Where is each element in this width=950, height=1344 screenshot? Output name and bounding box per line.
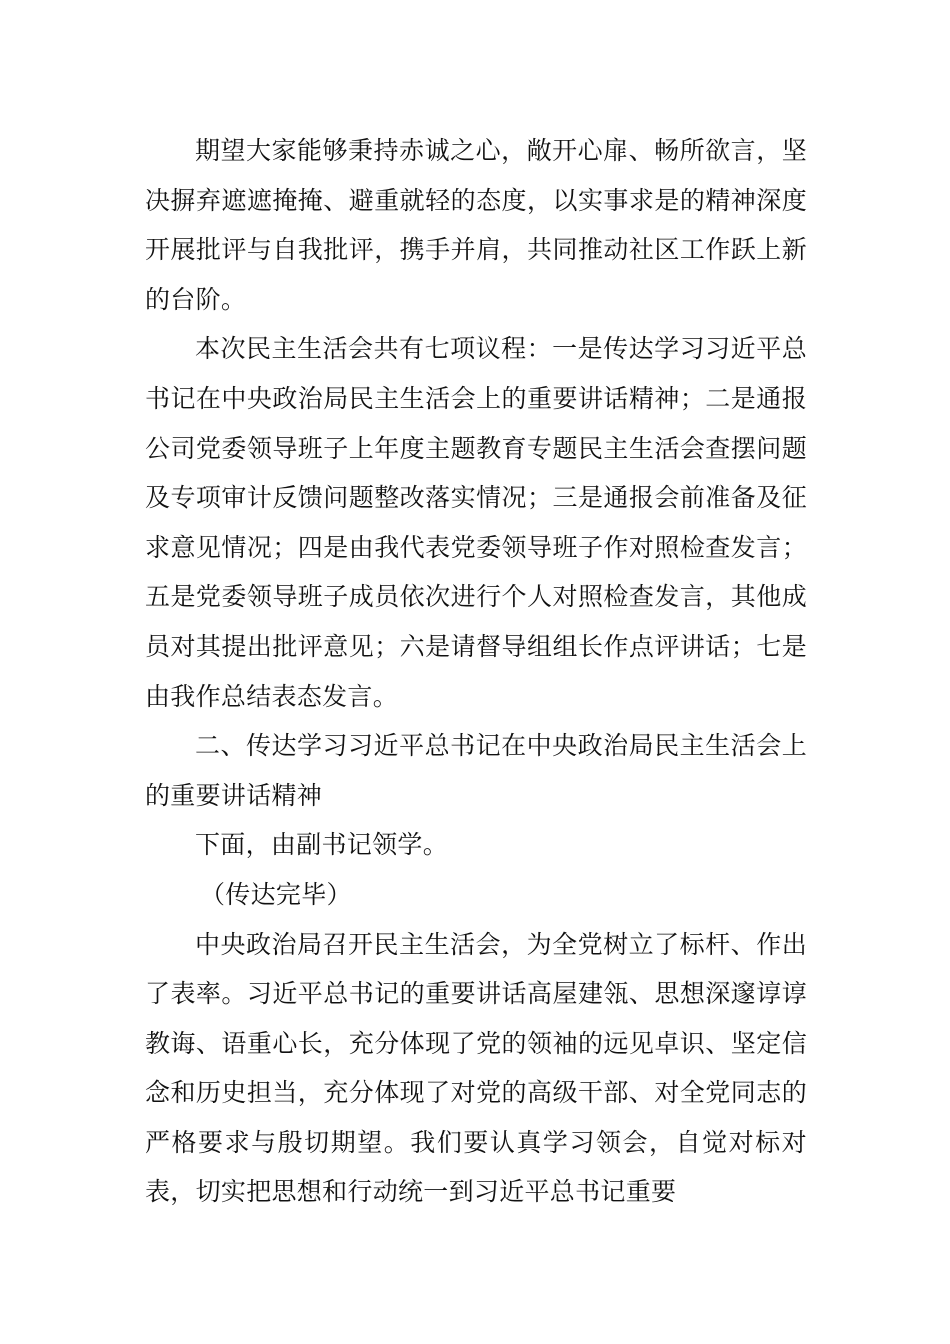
document-body [145,126,807,1217]
paragraph-agenda: 本次民主生活会共有七项议程：一是传达学习习近平总书记在中央政治局民主生活会上的重要讲话精神；二是通报公司党委领导班子上年度主题教育专题民主生活会查摆问题及专项审计反馈问题整改落实情况；三是通报会前准备及征求意见情况；四是由我代表党委领导班子作对照检查发言；五是党委领导班子成员依次进行个人对照检查发言，其他成员对其提出批评意见；六是请督导组组长作点评讲话；七是由我作总结表态发言。 [145,334,807,711]
paragraph-politburo-meeting: 中央政治局召开民主生活会，为全党树立了标杆、作出了表率。习近平总书记的重要讲话高屋建瓴、思想深邃谆谆教诲、语重心长，充分体现了党的领袖的远见卓识、坚定信念和历史担当，充分体现了对党的高级干部、对全党同志的严格要求与殷切期望。我们要认真学习领会，自觉对标对表，切实把思想和行动统一到习近平总书记重要 [145,929,807,1207]
section-heading-two: 二、传达学习习近平总书记在中央政治局民主生活会上的重要讲话精神 [145,731,807,810]
paragraph-opening-expectation: 期望大家能够秉持赤诚之心，敞开心扉、畅所欲言，坚决摒弃遮遮掩掩、避重就轻的态度，以实事求是的精神深度开展批评与自我批评，携手并肩，共同推动社区工作跃上新的台阶。 [145,136,807,314]
paragraph-study-lead: 下面，由副书记领学。 [195,830,449,860]
paragraph-transmission-complete: （传达完毕） [200,879,352,909]
